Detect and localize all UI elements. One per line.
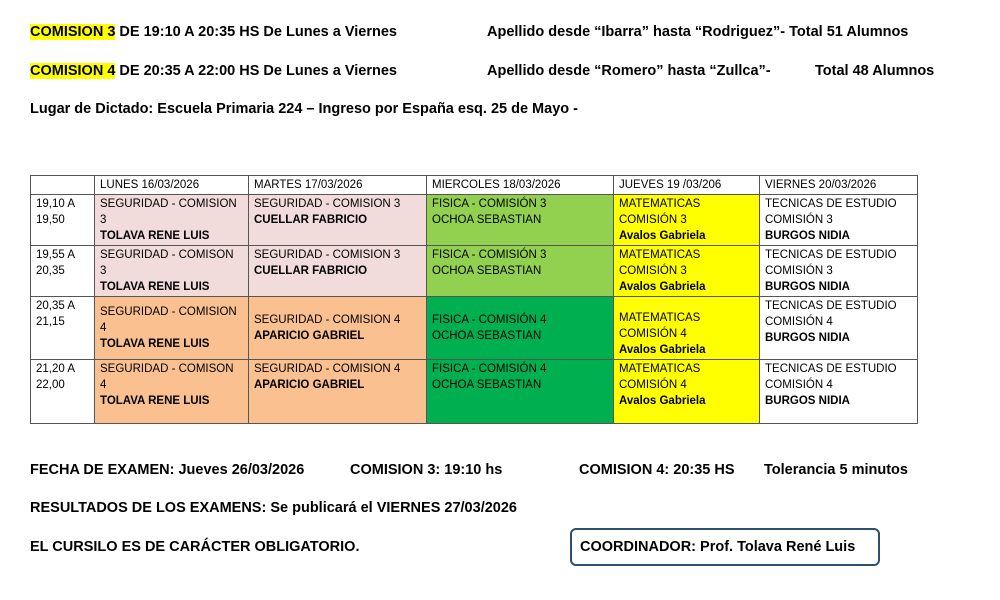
cell-text-line: COMISIÓN 3 — [765, 265, 833, 277]
cell-text-line: COMISIÓN 3 — [619, 214, 687, 226]
cell-text-line: Avalos Gabriela — [619, 281, 706, 293]
cell-text-line: TECNICAS DE ESTUDIO — [765, 300, 897, 312]
header-cell-lunes: LUNES 16/03/2026 — [95, 176, 249, 195]
martes-cell — [249, 246, 427, 297]
miercoles-cell — [427, 246, 614, 297]
cell-text-line: 19,55 A — [36, 249, 76, 261]
comision-3-range: Apellido desde “Ibarra” hasta “Rodriguez”- Total 51 Alumnos — [487, 24, 909, 40]
jueves-cell — [614, 195, 760, 246]
lunes-cell — [95, 195, 249, 246]
cell-text-line: FISICA - COMISIÓN 4 — [432, 314, 547, 326]
martes-cell — [249, 195, 427, 246]
place-line: Lugar de Dictado: Escuela Primaria 224 – Ingreso por España esq. 25 de Mayo - — [30, 101, 578, 117]
cell-text-line: OCHOA SEBASTIAN — [432, 330, 542, 342]
exam-comision-4: COMISION 4: 20:35 HS — [579, 462, 735, 478]
table-row — [31, 297, 918, 360]
cell-text-line: COMISIÓN 4 — [765, 379, 833, 391]
header-cell-viernes: VIERNES 20/03/2026 — [760, 176, 918, 195]
time-cell — [31, 360, 95, 424]
coordinator-text: COORDINADOR: Prof. Tolava René Luis — [580, 539, 856, 555]
viernes-cell — [760, 246, 918, 297]
cell-text-line: 21,15 — [36, 316, 65, 328]
header-cell-martes: MARTES 17/03/2026 — [249, 176, 427, 195]
comision-4-line — [30, 63, 397, 79]
cell-text-line: MATEMATICAS — [619, 198, 701, 210]
cell-text-line: SEGURIDAD - COMISION 4 — [254, 363, 401, 375]
cell-text-line: BURGOS NIDIA — [765, 281, 850, 293]
cell-text-line: SEGURIDAD - COMISION 3 — [100, 198, 237, 226]
comision-3-schedule: DE 19:10 A 20:35 HS De Lunes a Viernes — [115, 24, 397, 40]
cell-text-line: Avalos Gabriela — [619, 230, 706, 242]
cell-text-line: SEGURIDAD - COMISION 4 — [100, 306, 237, 334]
martes-cell — [249, 360, 427, 424]
lunes-cell — [95, 360, 249, 424]
cell-text-line: APARICIO GABRIEL — [254, 330, 365, 342]
cell-text-line: MATEMATICAS — [619, 312, 701, 324]
martes-cell — [249, 297, 427, 360]
cell-text-line: 19,50 — [36, 214, 65, 226]
comision-4-range: Apellido desde “Romero” hasta “Zullca”- — [487, 63, 771, 79]
exam-date: FECHA DE EXAMEN: Jueves 26/03/2026 — [30, 462, 305, 478]
comision-4-label: COMISION 4 — [30, 63, 116, 79]
cell-text-line: OCHOA SEBASTIAN — [432, 379, 542, 391]
cell-text-line: FISICA - COMISIÓN 3 — [432, 198, 547, 210]
table-row — [31, 246, 918, 297]
viernes-cell — [760, 195, 918, 246]
table-row — [31, 360, 918, 424]
cell-text-line: SEGURIDAD - COMISON 3 — [100, 249, 234, 277]
cell-text-line: TOLAVA RENE LUIS — [100, 395, 210, 407]
jueves-cell — [614, 246, 760, 297]
lunes-cell — [95, 297, 249, 360]
viernes-cell — [760, 360, 918, 424]
coordinator-box — [570, 528, 880, 566]
cell-text-line: OCHOA SEBASTIAN — [432, 214, 542, 226]
cell-text-line: MATEMATICAS — [619, 249, 701, 261]
jueves-cell — [614, 360, 760, 424]
comision-4-total: Total 48 Alumnos — [815, 63, 935, 79]
lunes-cell — [95, 246, 249, 297]
cell-text-line: 22,00 — [36, 379, 65, 391]
header-cell-jueves: JUEVES 19 /03/206 — [614, 176, 760, 195]
cell-text-line: COMISIÓN 3 — [765, 214, 833, 226]
cell-text-line: TOLAVA RENE LUIS — [100, 338, 210, 350]
cell-text-line: 21,20 A — [36, 363, 76, 375]
results-text: RESULTADOS DE LOS EXAMENS: Se publicará el VIERNES 27/03/2026 — [30, 500, 517, 516]
header-cell-time — [31, 176, 95, 195]
cell-text-line: TECNICAS DE ESTUDIO — [765, 198, 897, 210]
cell-text-line: TECNICAS DE ESTUDIO — [765, 249, 897, 261]
jueves-cell — [614, 297, 760, 360]
miercoles-cell — [427, 360, 614, 424]
cell-text-line: SEGURIDAD - COMISION 4 — [254, 314, 401, 326]
cell-text-line: 20,35 A — [36, 300, 76, 312]
cell-text-line: COMISIÓN 4 — [619, 379, 687, 391]
cell-text-line: BURGOS NIDIA — [765, 332, 850, 344]
miercoles-cell — [427, 195, 614, 246]
comision-4-schedule: DE 20:35 A 22:00 HS De Lunes a Viernes — [115, 63, 397, 79]
cell-text-line: 20,35 — [36, 265, 65, 277]
cell-text-line: COMISIÓN 4 — [619, 328, 687, 340]
comision-3-label: COMISION 3 — [30, 24, 116, 40]
cell-text-line: Avalos Gabriela — [619, 344, 706, 356]
schedule-table — [30, 175, 918, 424]
cell-text-line: Avalos Gabriela — [619, 395, 706, 407]
cell-text-line: OCHOA SEBASTIAN — [432, 265, 542, 277]
header-cell-miercoles: MIERCOLES 18/03/2026 — [427, 176, 614, 195]
cell-text-line: 19,10 A — [36, 198, 76, 210]
table-row — [31, 195, 918, 246]
comision-3-line — [30, 24, 397, 40]
exam-comision-3: COMISION 3: 19:10 hs — [350, 462, 503, 478]
time-cell — [31, 195, 95, 246]
cell-text-line: COMISIÓN 4 — [765, 316, 833, 328]
cell-text-line: COMISIÓN 3 — [619, 265, 687, 277]
cell-text-line: CUELLAR FABRICIO — [254, 214, 368, 226]
tolerance-text: Tolerancia 5 minutos — [764, 462, 908, 478]
cell-text-line: BURGOS NIDIA — [765, 395, 850, 407]
cell-text-line: TECNICAS DE ESTUDIO — [765, 363, 897, 375]
table-header-row — [31, 176, 918, 195]
cell-text-line: FISICA - COMISIÓN 4 — [432, 363, 547, 375]
cell-text-line: FISICA - COMISIÓN 3 — [432, 249, 547, 261]
viernes-cell — [760, 297, 918, 360]
time-cell — [31, 297, 95, 360]
mandatory-text: EL CURSILO ES DE CARÁCTER OBLIGATORIO. — [30, 539, 360, 555]
cell-text-line: SEGURIDAD - COMISION 3 — [254, 249, 401, 261]
time-cell — [31, 246, 95, 297]
cell-text-line: SEGURIDAD - COMISION 3 — [254, 198, 401, 210]
cell-text-line: MATEMATICAS — [619, 363, 701, 375]
cell-text-line: APARICIO GABRIEL — [254, 379, 365, 391]
cell-text-line: SEGURIDAD - COMISON 4 — [100, 363, 234, 391]
cell-text-line: BURGOS NIDIA — [765, 230, 850, 242]
cell-text-line: CUELLAR FABRICIO — [254, 265, 368, 277]
cell-text-line: TOLAVA RENE LUIS — [100, 230, 210, 242]
miercoles-cell — [427, 297, 614, 360]
cell-text-line: TOLAVA RENE LUIS — [100, 281, 210, 293]
